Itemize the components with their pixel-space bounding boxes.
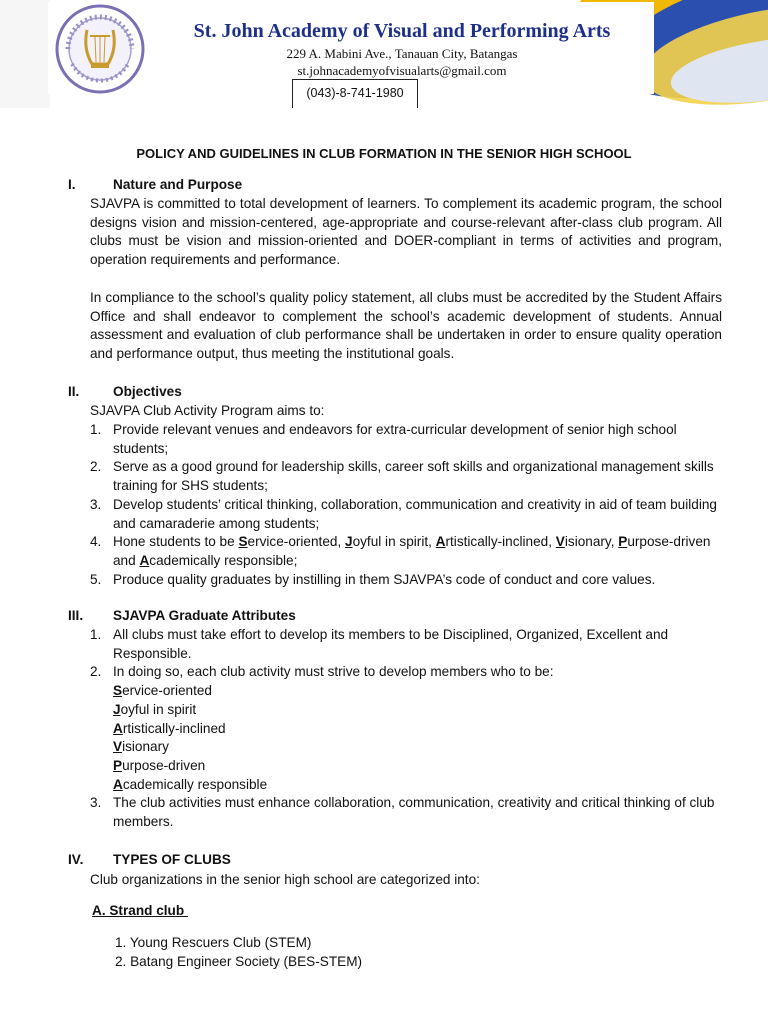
list-item xyxy=(90,421,722,458)
nature-purpose-paragraph-2: In compliance to the school’s quality policy statement, all clubs must be accredited by the Student Affairs Office and shall endeavor to complement the school’s academic development of students. Annual assessment and evaluation of club performance shall be undertaken in order to ensure quality operation and performance output, thus meeting the institutional goals. xyxy=(90,290,722,362)
school-name: St. John Academy of Visual and Performing Arts xyxy=(193,20,611,42)
list-number: 1. xyxy=(90,627,102,642)
nature-purpose-paragraph-1: SJAVPA is committed to total development of learners. To complement its academic program, the school designs vision and mission-centered, age-appropriate and course-relevant after-class club program. All clubs must be vision and mission-oriented and DOER-compliant in terms of activities and program, operation requirements and performance. xyxy=(90,196,722,268)
school-address: 229 A. Mabini Ave., Tanauan City, Batangas xyxy=(286,46,518,61)
list-item xyxy=(90,458,722,495)
strand-club-list xyxy=(115,934,362,971)
list-item xyxy=(90,533,722,570)
list-text: Provide relevant venues and endeavors for extra-curricular development of senior high school students; xyxy=(113,422,677,456)
school-seal-lyre-icon xyxy=(54,4,146,94)
section-title: Objectives xyxy=(113,384,182,399)
acronym-letter: A xyxy=(113,776,123,792)
attribute-text: isionary xyxy=(122,739,169,755)
section-title: SJAVPA Graduate Attributes xyxy=(113,608,296,623)
acronym-letter: J xyxy=(113,701,121,717)
list-item: 1. Young Rescuers Club (STEM) xyxy=(115,935,312,950)
list-number: 4. xyxy=(90,534,102,550)
section-heading-graduate-attributes xyxy=(68,608,296,623)
list-text: All clubs must take effort to develop its members to be Disciplined, Organized, Excellent and Responsible. xyxy=(113,627,669,661)
list-number: 2. xyxy=(90,459,102,475)
types-of-clubs-intro: Club organizations in the senior high school are categorized into: xyxy=(90,872,480,887)
attribute-item xyxy=(113,682,722,701)
list-text: The club activities must enhance collaboration, communication, creativity and critical thinking of club members. xyxy=(113,795,715,830)
list-number: 5. xyxy=(90,571,102,587)
acronym-letter: A xyxy=(113,720,123,736)
section-number: III. xyxy=(68,608,84,623)
section-heading-types-of-clubs xyxy=(68,852,231,867)
strand-club-heading: A. Strand club xyxy=(92,903,188,918)
letterhead xyxy=(0,0,768,108)
school-email: st.johnacademyofvisualarts@gmail.com xyxy=(297,63,507,78)
list-item: 2. Batang Engineer Society (BES-STEM) xyxy=(115,953,363,969)
attribute-text: ervice-oriented xyxy=(122,683,212,699)
list-item xyxy=(90,663,722,794)
attribute-text: cademically responsible xyxy=(122,776,268,792)
acronym-letter: S xyxy=(238,534,248,550)
section-number: I. xyxy=(68,177,76,192)
objectives-list xyxy=(90,421,722,589)
attribute-item xyxy=(113,776,722,795)
acronym-letter: A xyxy=(139,552,150,568)
objectives-intro: SJAVPA Club Activity Program aims to: xyxy=(90,403,325,418)
list-text: Develop students’ critical thinking, collaboration, communication and creativity in aid of team building and camaraderie among students; xyxy=(113,496,717,531)
text-segment: urpose-driven and xyxy=(113,534,711,568)
attribute-item xyxy=(113,757,722,776)
acronym-letter: A xyxy=(435,534,446,550)
list-number: 2. xyxy=(90,664,102,680)
section-heading-nature-purpose xyxy=(68,177,242,192)
acronym-letter: J xyxy=(345,534,353,550)
section-number: IV. xyxy=(68,852,84,867)
list-text: Serve as a good ground for leadership skills, career soft skills and organizational management skills training for SHS students; xyxy=(113,459,714,494)
acronym-letter: S xyxy=(113,683,123,699)
sjavpa-attributes-list xyxy=(113,682,722,794)
attribute-item xyxy=(113,738,722,757)
list-text: In doing so, each club activity must strive to develop members who to be: xyxy=(113,664,554,680)
list-item xyxy=(90,496,722,533)
text-segment: Hone students to be xyxy=(113,534,239,550)
school-phone: (043)-8-741-1980 xyxy=(292,79,418,108)
text-segment: cademically responsible; xyxy=(149,552,298,568)
section-title: Nature and Purpose xyxy=(113,177,243,192)
text-segment: ervice-oriented, xyxy=(247,534,345,550)
document-title: POLICY AND GUIDELINES IN CLUB FORMATION IN THE SENIOR HIGH SCHOOL xyxy=(136,146,632,161)
graduate-attributes-list xyxy=(90,626,722,832)
list-number: 3. xyxy=(90,795,102,811)
list-text: Produce quality graduates by instilling in them SJAVPA’s code of conduct and core values. xyxy=(113,571,656,587)
list-item xyxy=(90,626,722,663)
list-item xyxy=(90,571,722,590)
text-segment: oyful in spirit, xyxy=(352,534,436,550)
attribute-text: urpose-driven xyxy=(122,757,206,773)
acronym-letter: V xyxy=(555,534,565,550)
acronym-letter: P xyxy=(618,534,628,550)
acronym-letter: P xyxy=(113,757,123,773)
text-segment: isionary, xyxy=(564,534,619,550)
attribute-text: rtistically-inclined xyxy=(122,720,226,736)
list-item xyxy=(90,794,722,831)
list-number: 1. xyxy=(90,422,102,437)
text-segment: rtistically-inclined, xyxy=(445,534,556,550)
letterhead-left-band xyxy=(0,0,50,108)
attribute-item xyxy=(113,720,722,739)
list-text xyxy=(113,534,710,568)
section-heading-objectives xyxy=(68,384,182,399)
section-number: II. xyxy=(68,384,80,399)
attribute-text: oyful in spirit xyxy=(120,701,197,717)
acronym-letter: V xyxy=(113,739,123,755)
attribute-item xyxy=(113,701,722,720)
section-title: TYPES OF CLUBS xyxy=(113,852,231,867)
list-number: 3. xyxy=(90,496,102,512)
